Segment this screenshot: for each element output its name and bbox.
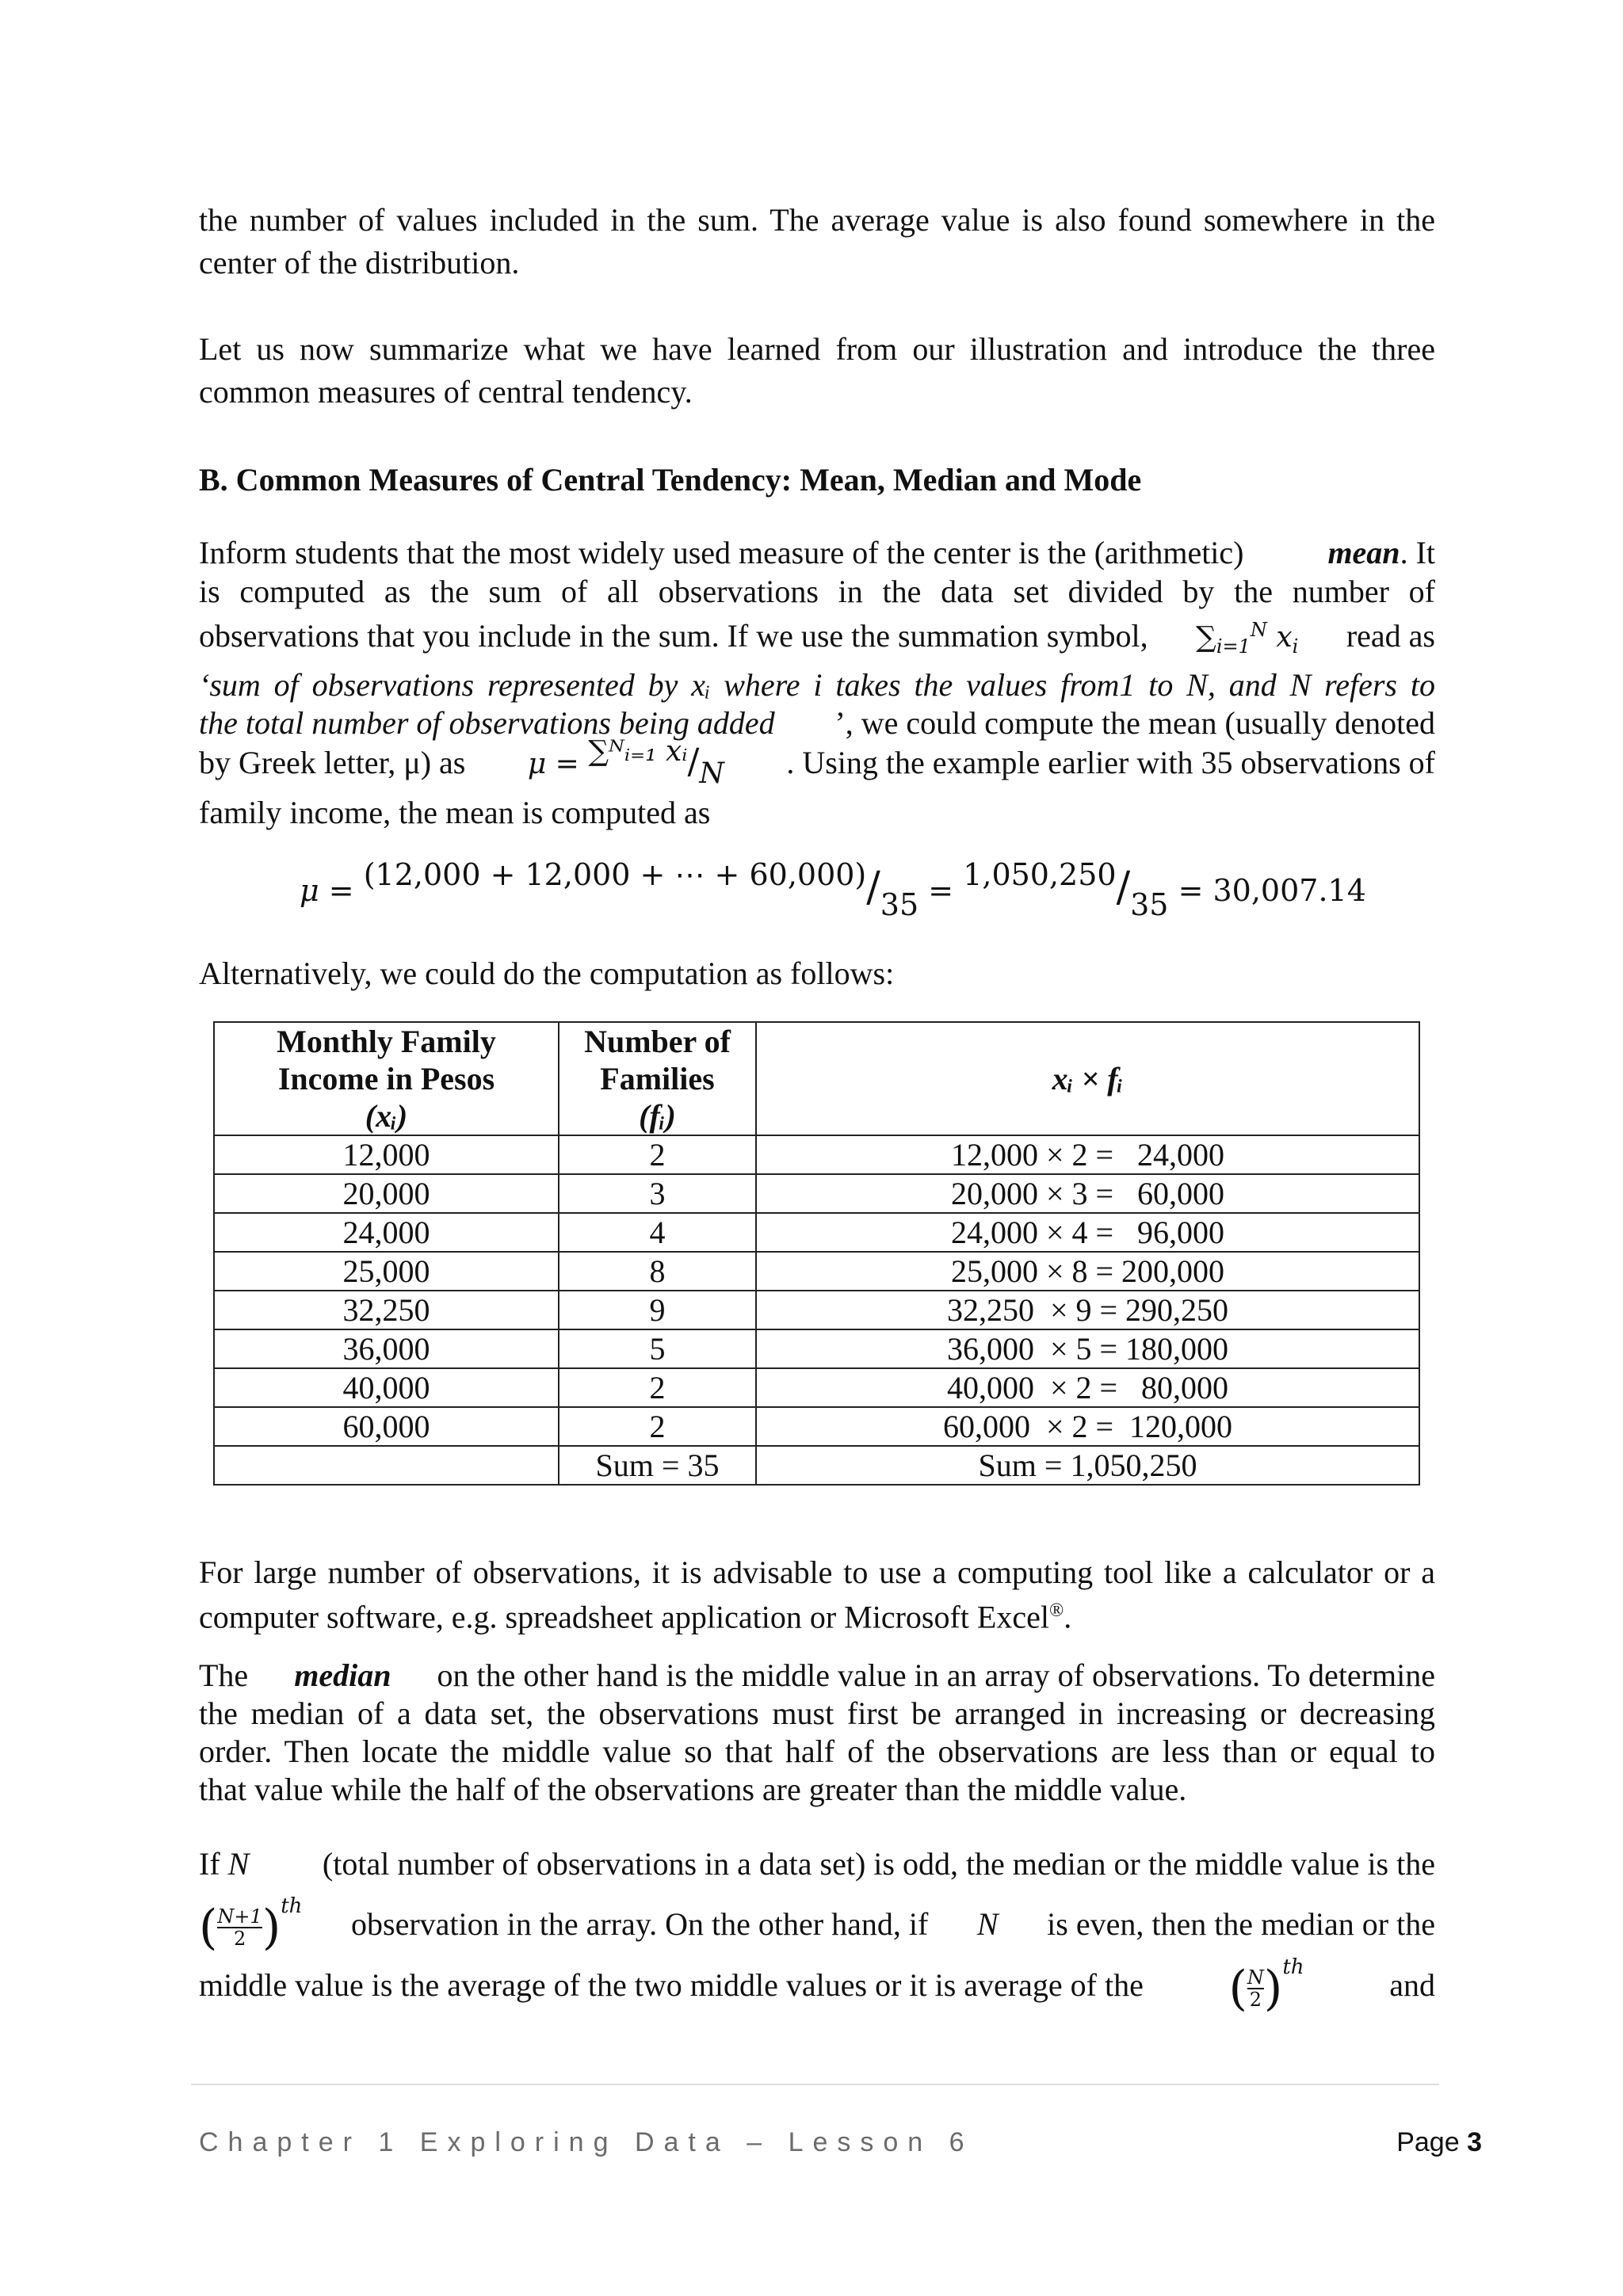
text: computer software, e.g. spreadsheet application or Microsoft Excel	[199, 1599, 1049, 1635]
text-line: that value while the half of the observations are greater than the middle value.	[199, 1772, 1187, 1807]
header-line: (fᵢ)	[639, 1098, 676, 1134]
if-n-line-2	[199, 1890, 1435, 1955]
text-line: common measures of central tendency.	[199, 374, 693, 410]
n-symbol: N	[976, 1906, 999, 1943]
text: observation in the array. On the other hand, if	[351, 1906, 929, 1943]
cell-income: 60,000	[214, 1407, 559, 1446]
text: observations that you include in the sum. If we use the summation symbol,	[199, 618, 1148, 654]
mean-paragraph	[199, 534, 1435, 743]
cell-product: 20,000 × 3 = 60,000	[756, 1174, 1419, 1213]
mean-computation: μ = (12,000 + 12,000 + ⋯ + 60,000)/35 = 1,050,250/35 = 30,007.14	[300, 857, 1366, 922]
cell-product: Sum = 1,050,250	[756, 1446, 1419, 1485]
text-line: ‘sum of observations represented by xᵢ where i takes the values from1 to N, and N refers to	[199, 666, 1435, 703]
cell-income: 36,000	[214, 1329, 559, 1368]
income-table	[213, 1021, 1420, 1486]
text: If	[199, 1846, 220, 1882]
page-label: Page	[1396, 2127, 1460, 2157]
superscript: th	[281, 1894, 303, 1918]
text: on the other hand is the middle value in an array of observations. To determine	[437, 1657, 1435, 1693]
header-line: (xᵢ)	[365, 1098, 408, 1134]
cell-product: 25,000 × 8 = 200,000	[756, 1252, 1419, 1291]
denominator: 2	[233, 1928, 246, 1951]
text-line	[199, 1890, 1435, 1955]
numerator: 1,050,250	[963, 857, 1117, 892]
sigma: ∑	[1196, 621, 1216, 654]
header-income	[214, 1022, 559, 1135]
text-line: the median of a data set, the observations must first be arranged in increasing or decreasing	[199, 1695, 1435, 1731]
sub: i=1	[1216, 635, 1251, 658]
text-line	[199, 1657, 1435, 1695]
text-line: Alternatively, we could do the computation as follows:	[199, 955, 895, 991]
table-row	[214, 1213, 1419, 1252]
denominator: 35	[1130, 887, 1169, 922]
cell-product: 36,000 × 5 = 180,000	[756, 1329, 1419, 1368]
header-line: Number of	[584, 1024, 731, 1059]
text-line	[199, 1592, 1435, 1636]
registered-mark: ®	[1048, 1600, 1064, 1621]
cell-product: 60,000 × 2 = 120,000	[756, 1407, 1419, 1446]
cell-income: 20,000	[214, 1174, 559, 1213]
cell-product: 40,000 × 2 = 80,000	[756, 1368, 1419, 1407]
superscript: th	[1282, 1955, 1304, 1979]
table-row	[214, 1252, 1419, 1291]
text: is even, then the median or the	[1047, 1906, 1435, 1943]
text: middle value is the average of the two middle values or it is average of the	[199, 1967, 1144, 2004]
if-n-line-3	[199, 1951, 1435, 2016]
summary-paragraph	[199, 328, 1435, 414]
mean-formula-line	[199, 737, 1435, 790]
text-line: order. Then locate the middle value so that half of the observations are less than or equal to	[199, 1733, 1435, 1769]
table-row	[214, 1407, 1419, 1446]
cell-families: 8	[559, 1252, 756, 1291]
cell-families: 4	[559, 1213, 756, 1252]
table-header-row	[214, 1022, 1419, 1135]
result: = 30,007.14	[1178, 873, 1366, 908]
text: Inform students that the most widely used measure of the center is the (arithmetic)	[199, 535, 1244, 570]
table-row	[214, 1329, 1419, 1368]
cell-income: 25,000	[214, 1252, 559, 1291]
numerator: ∑ᴺᵢ₌₁ xᵢ	[588, 735, 688, 768]
text: the total number of observations being added	[199, 705, 775, 742]
text-line: family income, the mean is computed as	[199, 795, 711, 830]
text-line	[199, 737, 1435, 790]
median-paragraph	[199, 1657, 1435, 1809]
fraction-n-plus-1-over-2: ( $\frac{N+1}{2}$ )$^{th}$	[199, 1894, 303, 1956]
numerator: N	[1247, 1966, 1264, 1989]
text-line	[199, 1845, 1435, 1883]
cell-product: 24,000 × 4 = 96,000	[756, 1213, 1419, 1252]
cell-income	[214, 1446, 559, 1485]
text: .	[1064, 1599, 1072, 1635]
section-heading: B. Common Measures of Central Tendency: Mean, Median and Mode	[199, 462, 1142, 498]
equals: =	[928, 873, 954, 908]
if-n-line-1	[199, 1845, 1435, 1883]
cell-income: 40,000	[214, 1368, 559, 1407]
fraction-n-over-2: ( $\frac{N}{2}$ )$^{th}$	[1228, 1955, 1304, 2017]
cell-families: Sum = 35	[559, 1446, 756, 1485]
table-row	[214, 1446, 1419, 1485]
denominator: 2	[1249, 1989, 1262, 2012]
n-symbol: N	[227, 1846, 250, 1882]
text: by Greek letter, μ) as	[199, 745, 466, 780]
mu: μ =	[300, 873, 354, 908]
numerator: N+1	[217, 1905, 262, 1928]
text-line: For large number of observations, it is advisable to use a computing tool like a calculator or a	[199, 1554, 1435, 1590]
large-observations-paragraph	[199, 1554, 1435, 1636]
text: read as	[1346, 618, 1435, 654]
cell-income: 24,000	[214, 1213, 559, 1252]
footer-divider	[191, 2084, 1439, 2085]
cell-income: 32,250	[214, 1291, 559, 1329]
header-product: xᵢ × fᵢ	[756, 1022, 1419, 1135]
footer-chapter: Chapter 1 Exploring Data – Lesson 6	[199, 2127, 974, 2157]
text: . It	[1400, 535, 1435, 570]
sup: N	[1250, 619, 1267, 641]
table-row	[214, 1174, 1419, 1213]
header-line: Income in Pesos	[277, 1061, 495, 1097]
cell-income: 12,000	[214, 1135, 559, 1174]
median-term: median	[294, 1657, 391, 1693]
text-line: center of the distribution.	[199, 245, 520, 280]
footer-page	[1396, 2127, 1482, 2158]
table-row	[214, 1135, 1419, 1174]
text: (total number of observations in a data set) is odd, the median or the middle value is the	[322, 1846, 1435, 1882]
x: x	[1276, 621, 1293, 654]
page-number: 3	[1467, 2127, 1482, 2157]
header-families	[559, 1022, 756, 1135]
intro-paragraph	[199, 199, 1435, 284]
cell-families: 2	[559, 1135, 756, 1174]
denominator: 35	[880, 887, 919, 922]
text-line	[199, 611, 1435, 666]
text-line	[199, 534, 1435, 573]
mean-definition: μ = ∑ᴺᵢ₌₁ xᵢ/N	[527, 735, 724, 790]
text-line	[199, 1951, 1435, 2016]
header-line: Families	[600, 1061, 715, 1097]
text-line: is computed as the sum of all observations in the data set divided by the number of	[199, 573, 1435, 609]
mean-term: mean	[1327, 535, 1400, 570]
table-row	[214, 1368, 1419, 1407]
cell-families: 2	[559, 1368, 756, 1407]
cell-product: 32,250 × 9 = 290,250	[756, 1291, 1419, 1329]
summation-expression	[1196, 611, 1298, 666]
text-line: Let us now summarize what we have learned from our illustration and introduce the three	[199, 331, 1435, 367]
cell-families: 5	[559, 1329, 756, 1368]
text: . Using the example earlier with 35 observations of	[786, 745, 1435, 780]
text: The	[199, 1657, 249, 1693]
text: ’, we could compute the mean (usually denoted	[834, 705, 1435, 742]
cell-families: 3	[559, 1174, 756, 1213]
sub: i	[1292, 635, 1299, 658]
header-line: Monthly Family	[277, 1024, 496, 1059]
table-row	[214, 1291, 1419, 1329]
numerator: (12,000 + 12,000 + ⋯ + 60,000)	[363, 857, 867, 892]
cell-families: 9	[559, 1291, 756, 1329]
mu: μ =	[527, 748, 579, 780]
denominator: N	[699, 757, 724, 790]
cell-product: 12,000 × 2 = 24,000	[756, 1135, 1419, 1174]
text: and	[1389, 1967, 1435, 2004]
cell-families: 2	[559, 1407, 756, 1446]
text-line: the number of values included in the sum. The average value is also found somewhere in the	[199, 202, 1435, 238]
